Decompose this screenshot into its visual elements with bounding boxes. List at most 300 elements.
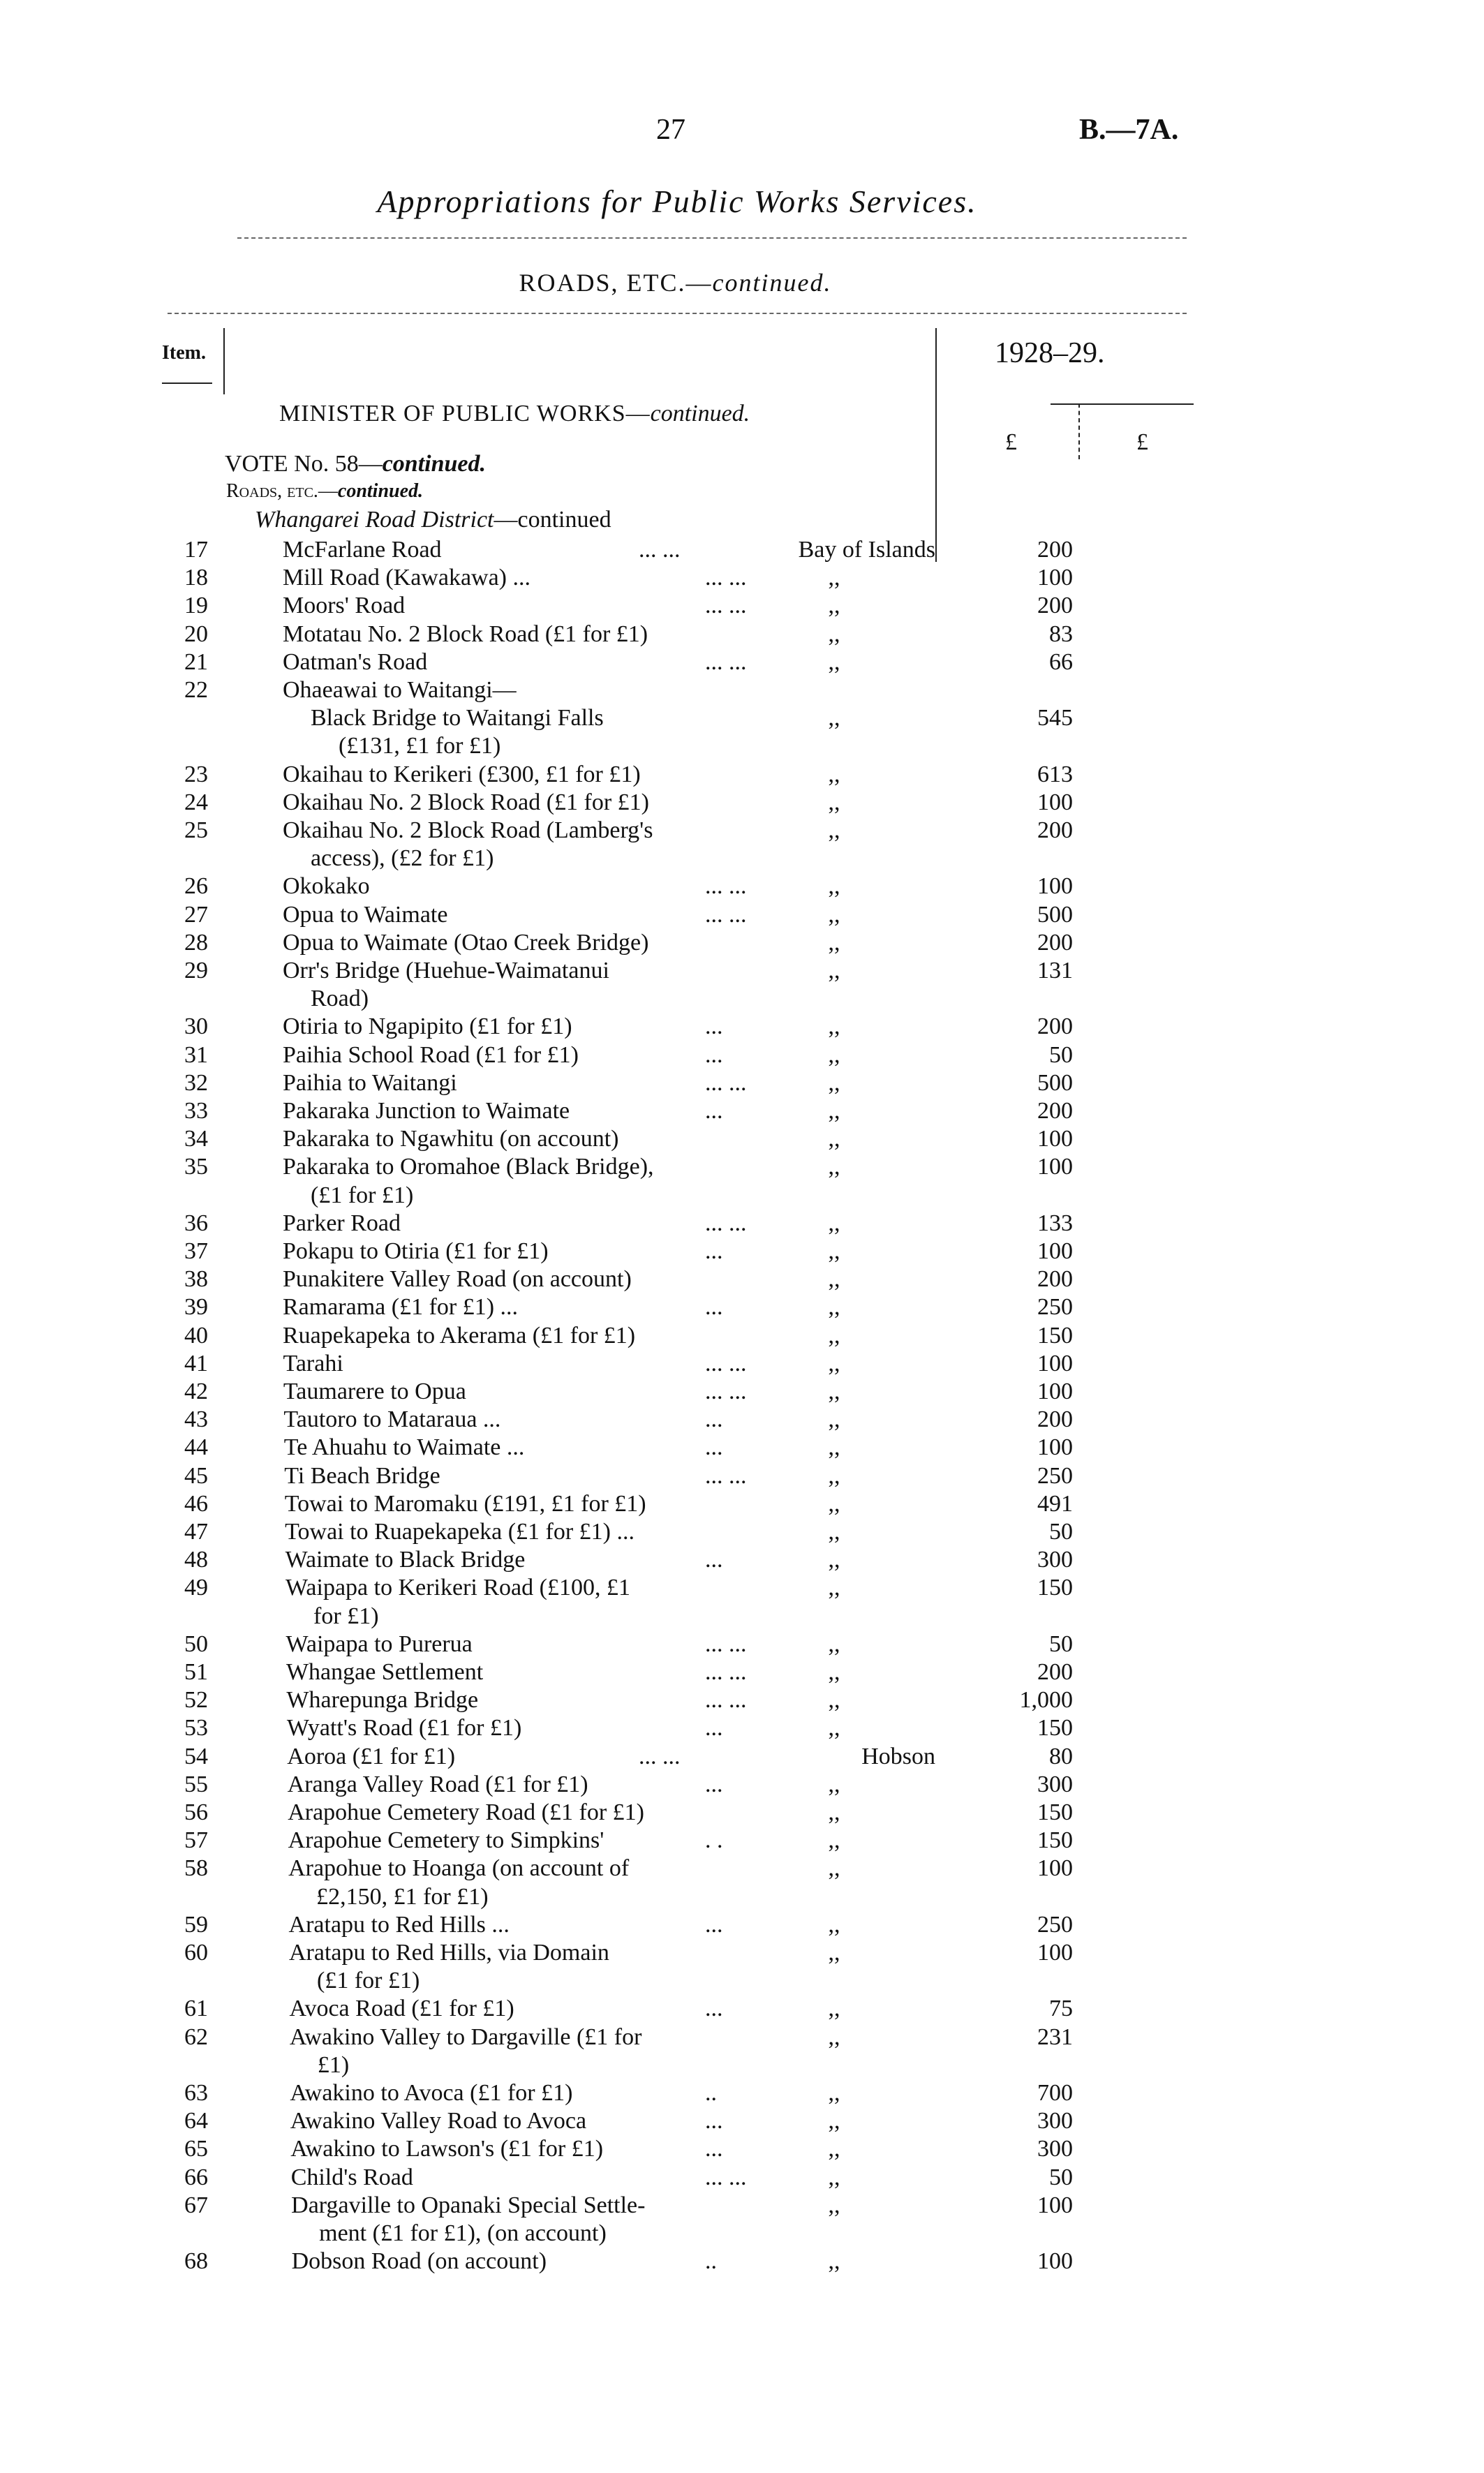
road-description: Aratapu to Red Hills ... <box>288 1911 510 1938</box>
leader-dots: ... ... <box>705 593 747 619</box>
district-name: ,, <box>828 2192 840 2218</box>
vote-heading <box>225 451 486 477</box>
district-name: ,, <box>828 705 840 731</box>
leader-dots: ... ... <box>705 1462 747 1489</box>
year-column-header: 1928–29. <box>995 337 1105 369</box>
amount-value: 100 <box>1037 789 1073 815</box>
district-name: ,, <box>828 2136 840 2162</box>
table-row <box>0 648 1484 676</box>
road-description: for £1) <box>313 1603 379 1629</box>
table-row <box>0 1097 1484 1125</box>
item-number: 58 <box>184 1855 208 1882</box>
road-description: £2,150, £1 for £1) <box>316 1883 489 1910</box>
leader-dots: ... <box>705 1911 723 1938</box>
leader-dots: ... <box>705 1294 723 1321</box>
road-description: Paihia School Road (£1 for £1) <box>283 1041 579 1068</box>
amount-value: 100 <box>1037 1238 1073 1264</box>
item-number: 41 <box>184 1350 208 1376</box>
item-number: 51 <box>184 1659 208 1685</box>
amount-value: 100 <box>1037 1379 1073 1404</box>
road-description: Paihia to Waitangi <box>283 1069 457 1096</box>
leader-dots: ... ... <box>705 2164 747 2190</box>
road-description: Pakaraka to Ngawhitu (on account) <box>283 1126 619 1152</box>
district-name: ,, <box>828 1350 840 1376</box>
roads-italic: continued. <box>337 480 424 502</box>
district-name: ,, <box>828 1996 840 2022</box>
leader-dots: ... ... <box>705 1069 747 1096</box>
road-description: Dobson Road (on account) <box>291 2248 547 2275</box>
district-name: ,, <box>828 1715 840 1742</box>
road-description: £1) <box>317 2051 350 2078</box>
district-name: ,, <box>828 1771 840 1797</box>
amount-value: 100 <box>1037 2192 1073 2218</box>
amount-value: 300 <box>1037 2136 1073 2162</box>
road-description: Awakino to Lawson's (£1 for £1) <box>290 2136 604 2162</box>
amount-value: 133 <box>1037 1210 1073 1236</box>
leader-dots: .. <box>705 2248 717 2275</box>
amount-value: 200 <box>1037 1659 1073 1685</box>
district-name: ,, <box>828 1659 840 1685</box>
table-row <box>0 1631 1484 1658</box>
district-name: ,, <box>828 1799 840 1825</box>
item-number: 66 <box>184 2164 208 2190</box>
table-row <box>0 2164 1484 2192</box>
amount-value: 100 <box>1037 1434 1073 1461</box>
roads-subheading <box>226 480 423 503</box>
table-row <box>0 1462 1484 1490</box>
table-row <box>0 2192 1484 2248</box>
amount-value: 50 <box>1049 1631 1073 1657</box>
table-row <box>0 1714 1484 1742</box>
amount-value: 500 <box>1037 901 1073 928</box>
table-row <box>0 1013 1484 1041</box>
amount-value: 150 <box>1037 1575 1073 1601</box>
table-row <box>0 2079 1484 2107</box>
amount-value: 50 <box>1049 1519 1073 1545</box>
district-name: ,, <box>828 1940 840 1966</box>
leader-dots: .. <box>705 2080 717 2106</box>
amount-value: 80 <box>1049 1743 1073 1769</box>
leader-dots: ... ... <box>705 873 747 900</box>
road-description: Ti Beach Bridge <box>284 1462 440 1489</box>
leader-dots: ... <box>705 1715 723 1742</box>
table-row <box>0 704 1484 760</box>
amount-value: 1,000 <box>1019 1687 1073 1714</box>
table-row <box>0 564 1484 592</box>
leader-dots: ... <box>705 2136 723 2162</box>
table-row <box>0 2107 1484 2135</box>
road-description: Okokako <box>283 873 370 900</box>
road-description: Whangae Settlement <box>285 1659 484 1685</box>
amount-value: 150 <box>1037 1799 1073 1825</box>
item-number: 24 <box>184 789 208 815</box>
item-number: 62 <box>184 2023 208 2050</box>
item-number: 32 <box>184 1069 208 1096</box>
item-column-divider <box>223 328 225 394</box>
table-row <box>0 621 1484 648</box>
district-name: ,, <box>828 817 840 843</box>
district-name: Hobson <box>861 1743 935 1769</box>
table-row <box>0 1939 1484 1995</box>
district-name: ,, <box>828 958 840 983</box>
road-description: Aoroa (£1 for £1) <box>287 1743 456 1769</box>
amount-value: 200 <box>1037 1013 1073 1040</box>
road-description: Tautoro to Mataraua ... <box>283 1406 501 1433</box>
amount-value: 491 <box>1037 1490 1073 1517</box>
road-description: Dargaville to Opanaki Special Settle- <box>291 2192 646 2218</box>
road-description: Te Ahuahu to Waimate ... <box>283 1434 525 1461</box>
district-name: ,, <box>828 648 840 675</box>
item-number: 44 <box>184 1434 208 1461</box>
amount-value: 250 <box>1037 1911 1073 1938</box>
amount-value: 100 <box>1037 873 1073 900</box>
road-description: Parker Road <box>283 1210 401 1236</box>
road-description: (£131, £1 for £1) <box>339 733 501 759</box>
road-description: Awakino Valley to Dargaville (£1 for <box>289 2023 642 2050</box>
amount-value: 150 <box>1037 1827 1073 1854</box>
district-name: ,, <box>828 1098 840 1124</box>
item-number: 38 <box>184 1266 208 1293</box>
item-number: 25 <box>184 817 208 843</box>
district-name: ,, <box>828 1575 840 1601</box>
leader-dots: ... ... <box>705 1687 747 1714</box>
district-name: ,, <box>828 1294 840 1321</box>
subtitle-italic: continued. <box>712 269 832 297</box>
road-description: Otiria to Ngapipito (£1 for £1) <box>283 1013 572 1040</box>
district-name: ,, <box>828 1687 840 1714</box>
table-row <box>0 1546 1484 1574</box>
leader-dots: ... ... <box>705 1350 747 1376</box>
district-name: ,, <box>828 1462 840 1489</box>
item-number: 23 <box>184 761 208 787</box>
item-number: 36 <box>184 1210 208 1236</box>
district-name: ,, <box>828 2164 840 2190</box>
item-number: 29 <box>184 958 208 983</box>
item-number: 63 <box>184 2080 208 2106</box>
district-name: ,, <box>828 1266 840 1293</box>
district-italic: Whangarei Road District <box>255 507 494 533</box>
page-subtitle <box>0 268 1351 297</box>
road-description: Aratapu to Red Hills, via Domain <box>289 1940 609 1966</box>
road-description: Aranga Valley Road (£1 for £1) <box>287 1771 588 1797</box>
table-row <box>0 1995 1484 2023</box>
amount-value: 500 <box>1037 1069 1073 1096</box>
amount-value: 300 <box>1037 1547 1073 1573</box>
amount-column-divider <box>935 328 937 562</box>
table-row <box>0 929 1484 957</box>
district-name: ,, <box>828 2248 840 2275</box>
amount-value: 231 <box>1037 2023 1073 2050</box>
minister-italic: continued. <box>650 401 750 426</box>
table-row <box>0 536 1484 564</box>
item-number: 26 <box>184 873 208 900</box>
road-description: Waimate to Black Bridge <box>285 1547 526 1573</box>
vote-roman: VOTE No. 58— <box>225 451 383 477</box>
item-number: 50 <box>184 1631 208 1657</box>
road-description: Child's Road <box>290 2164 413 2190</box>
amount-value: 150 <box>1037 1322 1073 1349</box>
road-description: Waipapa to Purerua <box>285 1631 473 1657</box>
leader-dots: ... <box>705 1996 723 2022</box>
item-number: 54 <box>184 1743 208 1769</box>
district-name: ,, <box>828 1154 840 1180</box>
district-name: ,, <box>828 621 840 647</box>
road-description: ment (£1 for £1), (on account) <box>319 2220 607 2246</box>
district-name: ,, <box>828 1238 840 1264</box>
amount-value: 131 <box>1037 958 1073 983</box>
road-description: Towai to Maromaku (£191, £1 for £1) <box>284 1490 646 1517</box>
road-description: Opua to Waimate <box>283 901 448 928</box>
leader-dots: ... ... <box>639 537 681 563</box>
amount-value: 100 <box>1037 1154 1073 1180</box>
amount-value: 100 <box>1037 565 1073 591</box>
district-name: ,, <box>828 761 840 787</box>
leader-dots: ... ... <box>705 1659 747 1685</box>
table-row <box>0 1378 1484 1406</box>
table-row <box>0 1041 1484 1069</box>
district-name: ,, <box>828 565 840 591</box>
item-number: 37 <box>184 1238 208 1264</box>
district-name: ,, <box>828 1041 840 1068</box>
district-name: ,, <box>828 593 840 619</box>
road-description: Opua to Waimate (Otao Creek Bridge) <box>283 929 649 956</box>
leader-dots: ... <box>705 1547 723 1573</box>
road-description: Black Bridge to Waitangi Falls <box>311 705 604 731</box>
road-description: Pokapu to Otiria (£1 for £1) <box>283 1238 549 1264</box>
amount-value: 200 <box>1037 1406 1073 1433</box>
amount-value: 100 <box>1037 1855 1073 1882</box>
road-description: Okaihau No. 2 Block Road (Lamberg's <box>283 817 653 843</box>
leader-dots: ... <box>705 1771 723 1797</box>
leader-dots: ... <box>705 1238 723 1264</box>
item-number: 27 <box>184 901 208 928</box>
subtitle-rule <box>168 313 1187 314</box>
road-description: Motatau No. 2 Block Road (£1 for £1) <box>283 621 648 647</box>
item-number: 21 <box>184 648 208 675</box>
item-number: 60 <box>184 1940 208 1966</box>
road-description: Avoca Road (£1 for £1) <box>289 1996 514 2022</box>
item-number: 33 <box>184 1098 208 1124</box>
item-number: 64 <box>184 2108 208 2134</box>
item-number: 40 <box>184 1322 208 1349</box>
leader-dots: ... ... <box>705 901 747 928</box>
road-description: Moors' Road <box>283 593 406 619</box>
amount-value: 100 <box>1037 2248 1073 2275</box>
item-number: 35 <box>184 1154 208 1180</box>
district-name: ,, <box>828 1519 840 1545</box>
leader-dots: ... <box>705 1013 723 1040</box>
road-description: Wharepunga Bridge <box>286 1687 479 1714</box>
table-row <box>0 1490 1484 1518</box>
item-number: 61 <box>184 1996 208 2022</box>
district-name: ,, <box>828 1827 840 1854</box>
table-row <box>0 1686 1484 1714</box>
leader-dots: ... ... <box>639 1743 681 1769</box>
item-number: 45 <box>184 1462 208 1489</box>
year-header-rule <box>1051 403 1194 405</box>
item-number: 31 <box>184 1041 208 1068</box>
road-description: Wyatt's Road (£1 for £1) <box>286 1715 522 1742</box>
table-row <box>0 1265 1484 1293</box>
leader-dots: ... ... <box>705 1379 747 1404</box>
leader-dots: ... <box>705 1406 723 1433</box>
road-description: Okaihau No. 2 Block Road (£1 for £1) <box>283 789 650 815</box>
district-name: ,, <box>828 1406 840 1433</box>
amount-value: 200 <box>1037 593 1073 619</box>
item-number: 56 <box>184 1799 208 1825</box>
amount-value: 83 <box>1049 621 1073 647</box>
district-name: ,, <box>828 1379 840 1404</box>
leader-dots: ... ... <box>705 1210 747 1236</box>
table-row <box>0 1238 1484 1265</box>
item-number: 65 <box>184 2136 208 2162</box>
table-row <box>0 761 1484 789</box>
road-description: Awakino Valley Road to Avoca <box>290 2108 587 2134</box>
item-number: 47 <box>184 1519 208 1545</box>
item-number: 53 <box>184 1715 208 1742</box>
item-number: 30 <box>184 1013 208 1040</box>
road-description: Okaihau to Kerikeri (£300, £1 for £1) <box>283 761 641 787</box>
vote-italic: continued. <box>382 451 487 477</box>
item-number: 42 <box>184 1379 208 1404</box>
amount-value: 250 <box>1037 1294 1073 1321</box>
district-name: ,, <box>828 1210 840 1236</box>
table-row <box>0 1799 1484 1827</box>
district-name: ,, <box>828 1911 840 1938</box>
item-number: 19 <box>184 593 208 619</box>
item-number: 55 <box>184 1771 208 1797</box>
road-description: Oatman's Road <box>283 648 428 675</box>
table-row <box>0 957 1484 1013</box>
road-description: Ohaeawai to Waitangi— <box>283 677 517 703</box>
district-name: ,, <box>828 929 840 956</box>
road-description: Pakaraka to Oromahoe (Black Bridge), <box>283 1154 654 1180</box>
document-reference: B.—7A. <box>1079 114 1179 146</box>
road-description: Mill Road (Kawakawa) ... <box>283 565 531 591</box>
table-row <box>0 1827 1484 1855</box>
subtitle-roman: ROADS, ETC.— <box>519 269 713 297</box>
road-description: Arapohue Cemetery to Simpkins' <box>288 1827 604 1854</box>
road-description: Pakaraka Junction to Waimate <box>283 1098 570 1124</box>
amount-value: 200 <box>1037 1266 1073 1293</box>
district-name: ,, <box>828 1631 840 1657</box>
amount-value: 100 <box>1037 1940 1073 1966</box>
leader-dots: ... ... <box>705 565 747 591</box>
table-row <box>0 1911 1484 1939</box>
table-row <box>0 1069 1484 1097</box>
currency-symbol-1: £ <box>1005 429 1017 455</box>
item-number: 17 <box>184 537 208 563</box>
currency-symbol-2: £ <box>1136 429 1148 455</box>
table-row <box>0 1406 1484 1434</box>
road-description: Awakino to Avoca (£1 for £1) <box>290 2080 573 2106</box>
leader-dots: ... <box>705 1434 723 1461</box>
table-row <box>0 1153 1484 1209</box>
amount-value: 700 <box>1037 2080 1073 2106</box>
item-number: 48 <box>184 1547 208 1573</box>
item-number: 34 <box>184 1126 208 1152</box>
road-description: Road) <box>311 986 369 1012</box>
district-name: ,, <box>828 1855 840 1882</box>
road-description: Towai to Ruapekapeka (£1 for £1) ... <box>285 1519 635 1545</box>
amount-value: 300 <box>1037 2108 1073 2134</box>
district-name: ,, <box>828 2108 840 2134</box>
table-row <box>0 872 1484 900</box>
item-number: 20 <box>184 621 208 647</box>
page-number: 27 <box>656 114 685 146</box>
road-description: Punakitere Valley Road (on account) <box>283 1266 632 1293</box>
amount-value: 100 <box>1037 1126 1073 1152</box>
district-name: ,, <box>828 2080 840 2106</box>
item-number: 18 <box>184 565 208 591</box>
table-row <box>0 1518 1484 1546</box>
table-row <box>0 1743 1484 1771</box>
table-row <box>0 789 1484 817</box>
table-row <box>0 1210 1484 1238</box>
currency-column-divider <box>1078 403 1080 459</box>
page-title: Appropriations for Public Works Services. <box>377 184 977 219</box>
item-number: 57 <box>184 1827 208 1854</box>
road-description: Ramarama (£1 for £1) ... <box>283 1294 519 1321</box>
item-number: 22 <box>184 677 208 703</box>
road-description: Orr's Bridge (Huehue-Waimatanui <box>283 958 609 983</box>
title-rule <box>237 237 1187 239</box>
road-description: Tarahi <box>283 1350 343 1376</box>
district-name: ,, <box>828 1126 840 1152</box>
item-number: 39 <box>184 1294 208 1321</box>
item-number: 43 <box>184 1406 208 1433</box>
district-heading <box>255 507 611 533</box>
table-row <box>0 817 1484 872</box>
amount-value: 150 <box>1037 1715 1073 1742</box>
amount-value: 200 <box>1037 1098 1073 1124</box>
leader-dots: ... <box>705 1041 723 1068</box>
road-description: Arapohue Cemetery Road (£1 for £1) <box>288 1799 644 1825</box>
district-name: Bay of Islands <box>798 537 935 563</box>
amount-value: 50 <box>1049 1041 1073 1068</box>
item-column-header: Item. <box>162 342 206 364</box>
item-number: 46 <box>184 1490 208 1517</box>
table-row <box>0 2135 1484 2163</box>
road-description: access), (£2 for £1) <box>311 845 494 872</box>
district-name: ,, <box>828 789 840 815</box>
table-row <box>0 1125 1484 1153</box>
minister-roman: MINISTER OF PUBLIC WORKS— <box>279 401 651 426</box>
table-row <box>0 2023 1484 2079</box>
minister-heading <box>279 401 750 427</box>
amount-value: 613 <box>1037 761 1073 787</box>
district-name: ,, <box>828 1322 840 1349</box>
leader-dots: ... <box>705 2108 723 2134</box>
amount-value: 545 <box>1037 705 1073 731</box>
road-description: Arapohue to Hoanga (on account of <box>288 1855 630 1882</box>
table-row <box>0 1350 1484 1378</box>
table-row <box>0 1574 1484 1630</box>
district-name: ,, <box>828 873 840 900</box>
table-row <box>0 1771 1484 1799</box>
road-description: Ruapekapeka to Akerama (£1 for £1) <box>283 1322 636 1349</box>
district-name: ,, <box>828 2023 840 2050</box>
district-name: ,, <box>828 1013 840 1040</box>
item-number: 49 <box>184 1575 208 1601</box>
table-row <box>0 1434 1484 1462</box>
table-row <box>0 1293 1484 1321</box>
amount-value: 50 <box>1049 2164 1073 2190</box>
table-row <box>0 901 1484 929</box>
amount-value: 200 <box>1037 929 1073 956</box>
table-row <box>0 2248 1484 2275</box>
amount-value: 250 <box>1037 1462 1073 1489</box>
